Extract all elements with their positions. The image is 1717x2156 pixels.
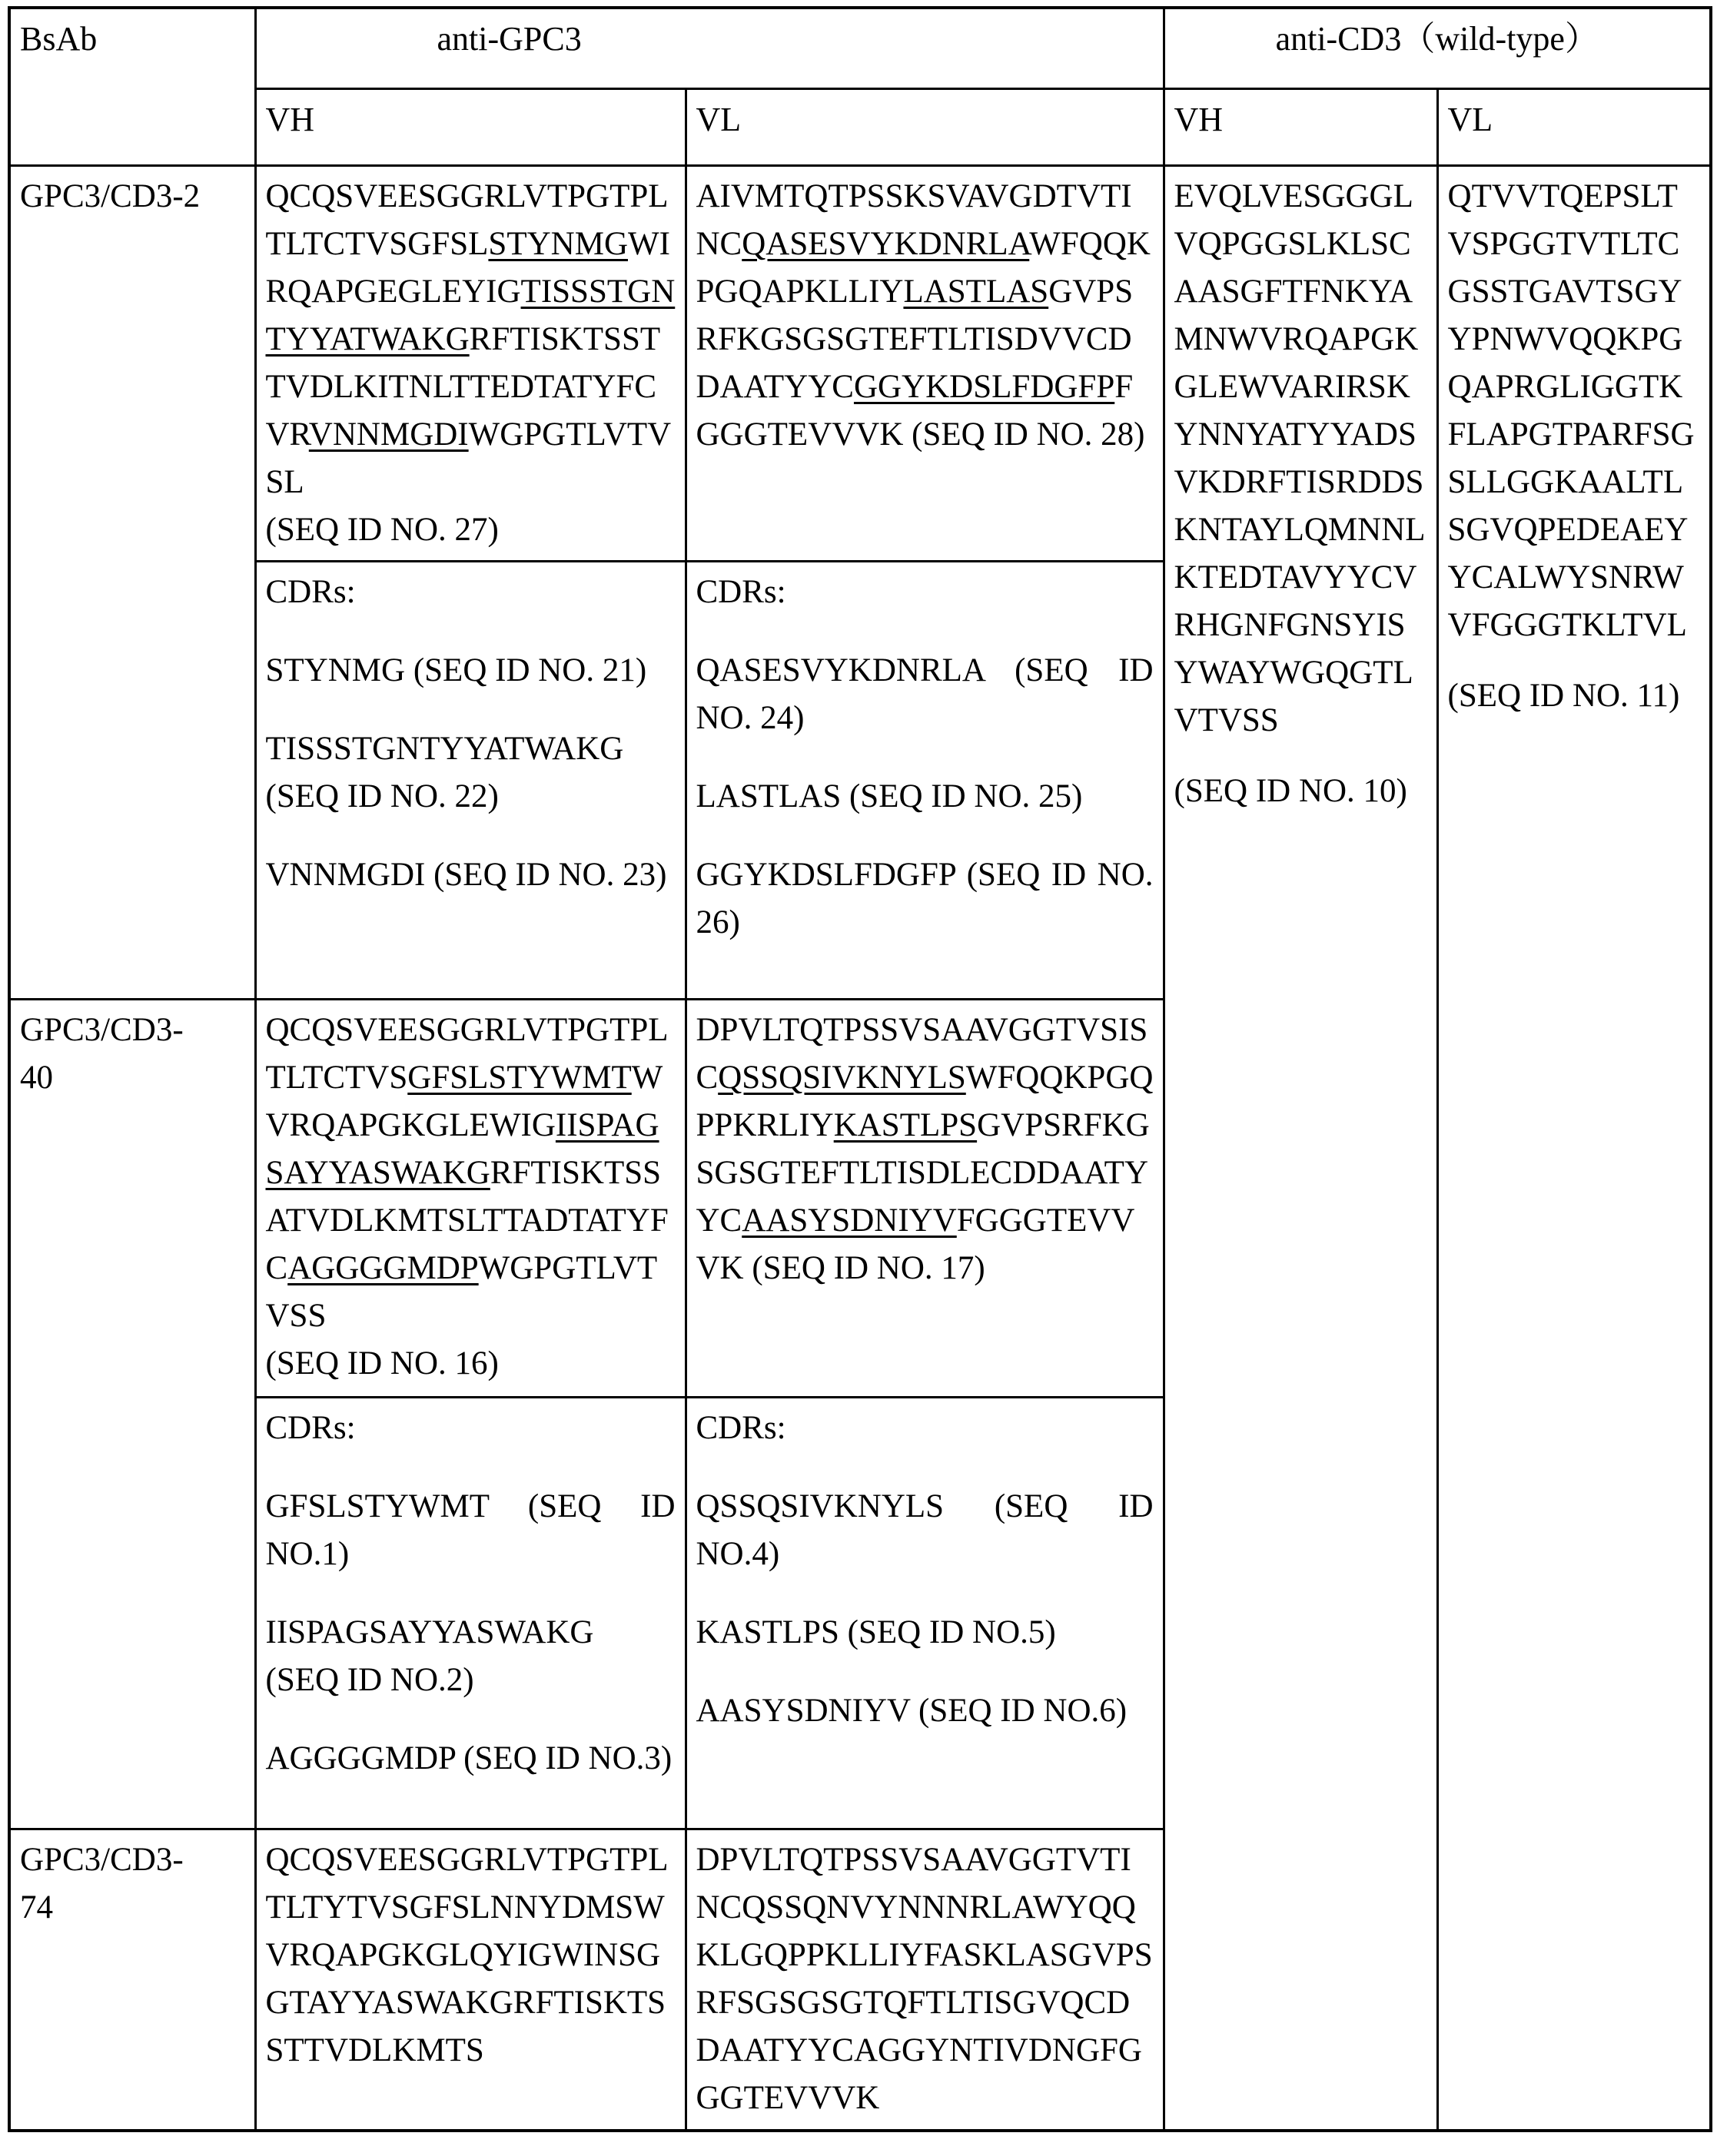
- text-line: [20, 1007, 245, 1054]
- header-anti-cd3: [1164, 8, 1711, 88]
- antibody-sequence-table: [8, 6, 1712, 2132]
- text-line: [266, 1483, 676, 1578]
- sequence-segment: WFQQKPGQAPKLLIY: [696, 225, 1151, 310]
- sequence-segment: GVPSRFKGSGSGTEFTLTISDLECDDAATYYC: [696, 1106, 1150, 1239]
- sequence-segment: GFSLSTYWMT (SEQ ID NO.1): [265, 1488, 676, 1572]
- sequence-segment: (SEQ ID NO. 27): [265, 511, 499, 548]
- text-line: [20, 1836, 245, 1884]
- gpc3-cd3-40-vl-cdrs: [686, 1397, 1164, 1829]
- sequence-segment: QSSQSIVKNYLS (SEQ ID NO.4): [696, 1488, 1154, 1572]
- underlined-sequence-segment: AASYSDNIYV: [742, 1202, 957, 1239]
- header-cd3-vl-label: VL: [1447, 100, 1493, 138]
- header-gpc3-vl-label: VL: [696, 100, 742, 138]
- sequence-segment: KASTLPS (SEQ ID NO.5): [696, 1614, 1056, 1650]
- header-bsab-label: BsAb: [20, 20, 98, 58]
- header-row-2: [9, 88, 1711, 165]
- header-gpc3-vl: [686, 88, 1164, 165]
- sequence-segment: VNNMGDI (SEQ ID NO. 23): [265, 856, 667, 893]
- text-line: [266, 569, 676, 616]
- text-line: [266, 647, 676, 695]
- underlined-sequence-segment: GFSLSTYWMT: [407, 1059, 632, 1096]
- text-line: [266, 1340, 676, 1388]
- text-line: [266, 1405, 676, 1452]
- gpc3-cd3-74-vl-sequence: [686, 1829, 1164, 2131]
- text-line: [266, 851, 676, 899]
- header-cd3-vl: [1437, 88, 1711, 165]
- sequence-segment: CDRs:: [265, 1409, 356, 1446]
- sequence-segment: QCQSVEESGGRLVTPGTPLTLTCTVSGFSL: [265, 177, 669, 262]
- row-label-gpc3-cd3-2: [9, 165, 255, 999]
- text-line: [696, 773, 1154, 821]
- text-line: [1448, 173, 1701, 649]
- text-line: [696, 1405, 1154, 1452]
- text-line: [696, 851, 1154, 947]
- header-anti-gpc3: [255, 8, 1164, 88]
- header-gpc3-vh: [255, 88, 686, 165]
- sequence-segment: QCQSVEESGGRLVTPGTPLTLTCTVS: [265, 1011, 669, 1096]
- text-line: [20, 1884, 245, 1932]
- sequence-segment: GVPSRFKGSGSGTEFTLTISDVVCDDAATYYC: [696, 273, 1134, 405]
- sequence-segment: TISSSTGNTYYATWAKG (SEQ ID NO. 22): [265, 730, 624, 814]
- text-line: [696, 1483, 1154, 1578]
- text-line: [696, 569, 1154, 616]
- sequence-segment: RFTISKTSSTTVDLKITNLTTEDTATYFCVR: [265, 320, 661, 453]
- text-line: [266, 1007, 676, 1340]
- sequence-segment: WFQQKPGQPPKRLIY: [696, 1059, 1154, 1143]
- sequence-segment: RFTISKTSSATVDLKMTSLTTADTATYFC: [265, 1154, 669, 1286]
- gpc3-cd3-40-vh-cdrs: [255, 1397, 686, 1829]
- text-line: [266, 173, 676, 506]
- header-cd3-vh: [1164, 88, 1437, 165]
- sequence-segment: FGGGTEVVVK (SEQ ID NO. 17): [696, 1202, 1135, 1286]
- text-line: [1174, 768, 1427, 815]
- sequence-segment: WVRQAPGKGLEWIG: [265, 1059, 663, 1143]
- underlined-sequence-segment: GGYKDSLFDGFP: [853, 368, 1115, 405]
- sequence-segment: 40: [20, 1059, 53, 1096]
- row-label-gpc3-cd3-74: [9, 1829, 255, 2131]
- text-line: [696, 1687, 1154, 1735]
- text-line: [266, 506, 676, 554]
- header-row-1: [9, 8, 1711, 88]
- gpc3-cd3-40-vl-sequence: [686, 999, 1164, 1397]
- gpc3-cd3-2-vh-cdrs: [255, 561, 686, 999]
- anti-cd3-vl-sequence: [1437, 165, 1711, 2131]
- underlined-sequence-segment: LASTLAS: [903, 273, 1049, 310]
- sequence-segment: QCQSVEESGGRLVTPGTPLTLTYTVSGFSLNNYDMSWVRQAPGKGLQYIGWINSGGTAYYASWAKGRFTISKTSSTTVDLKMTS: [265, 1841, 669, 2068]
- sequence-segment: DPVLTQTPSSVSAAVGGTVSISC: [696, 1011, 1148, 1096]
- anti-cd3-vh-sequence: [1164, 165, 1437, 2131]
- gpc3-cd3-2-vh-sequence: [255, 165, 686, 561]
- header-anti-gpc3-label: anti-GPC3: [437, 20, 582, 58]
- underlined-sequence-segment: QSSQSIVKNYLS: [718, 1059, 966, 1096]
- sequence-segment: GPC3/CD3-2: [20, 177, 201, 214]
- sequence-segment: GPC3/CD3-: [20, 1841, 184, 1878]
- text-line: [696, 1609, 1154, 1657]
- row-label-gpc3-cd3-40: [9, 999, 255, 1829]
- row-gpc3-cd3-2-sequences: [9, 165, 1711, 561]
- text-line: [266, 1836, 676, 2075]
- sequence-segment: WGPGTLVTVSL: [265, 416, 672, 500]
- sequence-segment: STYNMG (SEQ ID NO. 21): [265, 652, 647, 688]
- text-line: [266, 725, 676, 821]
- text-line: [20, 1054, 245, 1102]
- sequence-segment: CDRs:: [696, 573, 786, 610]
- sequence-segment: AIVMTQTPSSKSVAVGDTVTINC: [696, 177, 1132, 262]
- underlined-sequence-segment: AGGGGMDP: [287, 1249, 479, 1286]
- sequence-segment: WGPGTLVTVSS: [265, 1249, 658, 1334]
- header-gpc3-vh-label: VH: [265, 100, 315, 138]
- sequence-segment: QTVVTQEPSLTVSPGGTVTLTCGSSTGAVTSGYYPNWVQQKPGQAPRGLIGGTKFLAPGTPARFSGSLLGGKAALTLSGVQPEDEAEYYCALWYSNRWVFGGGTKLTVL: [1447, 177, 1695, 643]
- underlined-sequence-segment: QASESVYKDNRLA: [742, 225, 1030, 262]
- gpc3-cd3-40-vh-sequence: [255, 999, 686, 1397]
- sequence-segment: CDRs:: [696, 1409, 786, 1446]
- sequence-segment: DPVLTQTPSSVSAAVGGTVTINCQSSQNVYNNNRLAWYQQKLGQPPKLLIYFASKLASGVPSRFSGSGSGTQFTLTISGVQCDDAATYYCAGGYNTIVDNGFGGGTEVVVK: [696, 1841, 1153, 2116]
- header-bsab: [9, 8, 255, 165]
- sequence-segment: WIRQAPGEGLEYIG: [265, 225, 670, 310]
- sequence-segment: AGGGGMDP (SEQ ID NO.3): [265, 1740, 673, 1776]
- underlined-sequence-segment: VNNMGDI: [308, 416, 469, 453]
- header-cd3-vh-label: VH: [1174, 100, 1224, 138]
- sequence-segment: FGGGTEVVVK (SEQ ID NO. 28): [696, 368, 1145, 453]
- sequence-segment: QASESVYKDNRLA (SEQ ID NO. 24): [696, 652, 1154, 736]
- sequence-segment: (SEQ ID NO. 16): [265, 1345, 499, 1381]
- sequence-segment: (SEQ ID NO. 11): [1447, 677, 1680, 714]
- gpc3-cd3-2-vl-sequence: [686, 165, 1164, 561]
- text-line: [696, 1007, 1154, 1292]
- underlined-sequence-segment: IISPAGSAYYASWAKG: [265, 1106, 659, 1191]
- gpc3-cd3-2-vl-cdrs: [686, 561, 1164, 999]
- sequence-segment: AASYSDNIYV (SEQ ID NO.6): [696, 1692, 1128, 1729]
- sequence-segment: GGYKDSLFDGFP (SEQ ID NO. 26): [696, 856, 1154, 940]
- sequence-segment: EVQLVESGGGLVQPGGSLKLSCAASGFTFNKYAMNWVRQAPGKGLEWVARIRSKYNNYATYYADSVKDRFTISRDDSKNTAYLQMNNLKTEDTAVYYCVRHGNFGNSYISYWAYWGQGTLVTVSS: [1174, 177, 1426, 738]
- underlined-sequence-segment: KASTLPS: [833, 1106, 978, 1143]
- sequence-segment: GPC3/CD3-: [20, 1011, 184, 1048]
- sequence-segment: 74: [20, 1889, 53, 1925]
- text-line: [696, 1836, 1154, 2122]
- underlined-sequence-segment: STYNMG: [488, 225, 628, 262]
- text-line: [1174, 173, 1427, 745]
- text-line: [266, 1735, 676, 1783]
- sequence-segment: CDRs:: [265, 573, 356, 610]
- sequence-segment: (SEQ ID NO. 10): [1174, 772, 1407, 809]
- text-line: [20, 173, 245, 221]
- sequence-segment: LASTLAS (SEQ ID NO. 25): [696, 778, 1083, 814]
- gpc3-cd3-74-vh-sequence: [255, 1829, 686, 2131]
- text-line: [1448, 672, 1701, 720]
- header-anti-cd3-label: anti-CD3（wild-type）: [1275, 20, 1599, 58]
- text-line: [266, 1609, 676, 1704]
- text-line: [696, 647, 1154, 742]
- sequence-segment: IISPAGSAYYASWAKG (SEQ ID NO.2): [265, 1614, 594, 1698]
- underlined-sequence-segment: TISSSTGNTYYATWAKG: [265, 273, 676, 357]
- text-line: [696, 173, 1154, 459]
